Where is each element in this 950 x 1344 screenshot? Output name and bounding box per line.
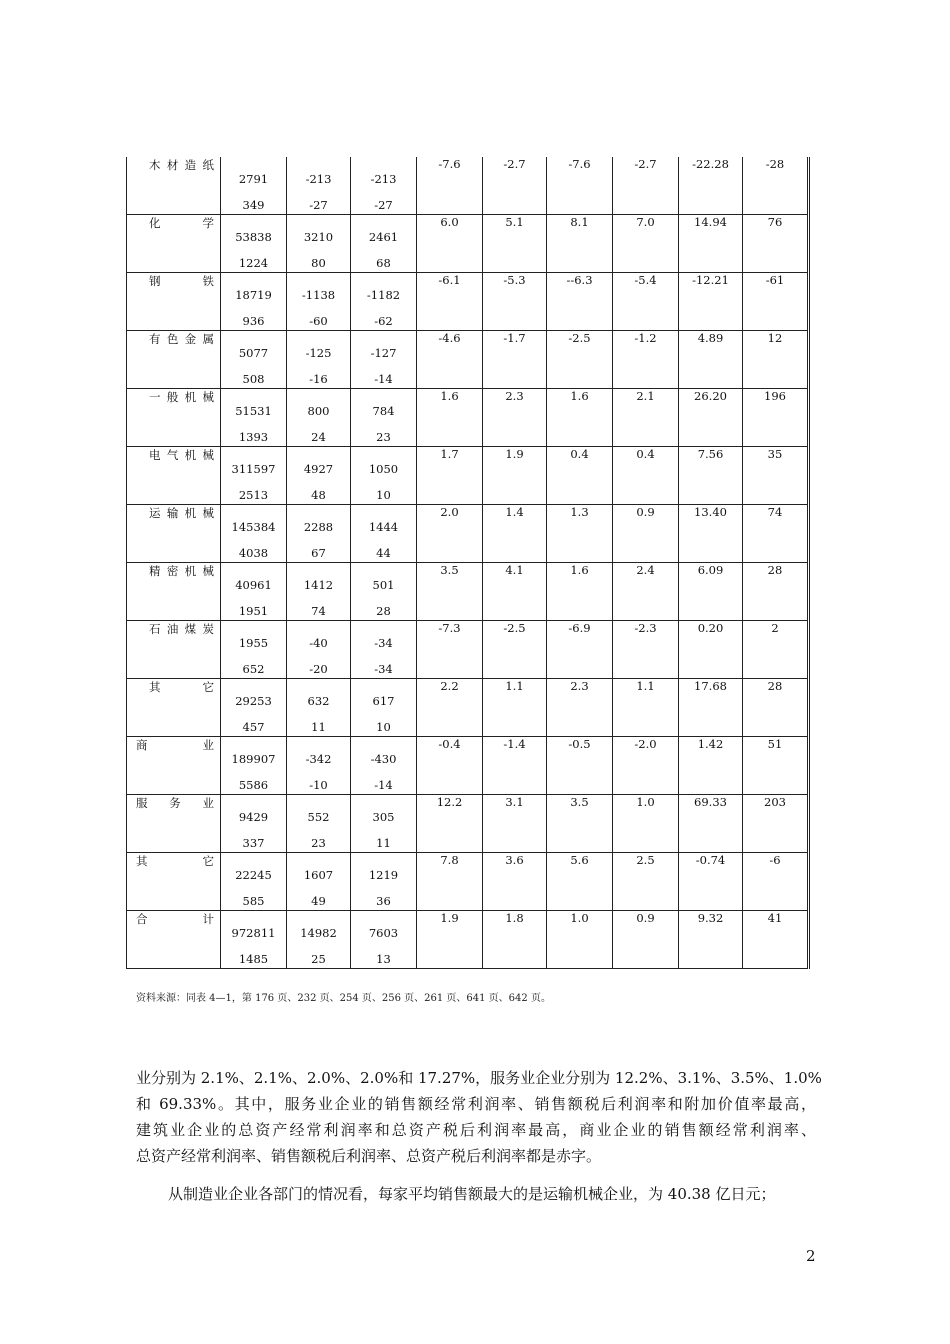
cell-value-bottom: -14 bbox=[374, 372, 393, 386]
table-row bbox=[127, 679, 809, 737]
table-cell: 76 bbox=[743, 215, 809, 273]
cell-value-top: -213 bbox=[305, 172, 332, 186]
table-cell: 1.9 bbox=[417, 911, 483, 969]
table-cell: 9.32 bbox=[679, 911, 743, 969]
cell-value-top: -342 bbox=[305, 752, 332, 766]
table-cell: 7.56 bbox=[679, 447, 743, 505]
table-cell: -2.0 bbox=[613, 737, 679, 795]
table-cell: -5.4 bbox=[613, 273, 679, 331]
cell-value-bottom: 652 bbox=[242, 662, 265, 676]
table-cell: -0.5 bbox=[547, 737, 613, 795]
row-label: 化学 bbox=[149, 216, 214, 230]
row-label-cell bbox=[127, 737, 221, 795]
cell-value-bottom: 28 bbox=[376, 604, 391, 618]
cell-value-top: -127 bbox=[370, 346, 397, 360]
row-label-cell bbox=[127, 563, 221, 621]
table-row bbox=[127, 157, 809, 215]
table-cell: 203 bbox=[743, 795, 809, 853]
table-row bbox=[127, 911, 809, 969]
row-label-cell bbox=[127, 795, 221, 853]
table-cell-two-value bbox=[287, 621, 351, 679]
table-cell: 1.6 bbox=[547, 563, 613, 621]
table-cell: 3.5 bbox=[417, 563, 483, 621]
table-cell-two-value bbox=[221, 853, 287, 911]
row-label-cell bbox=[127, 853, 221, 911]
table-cell-two-value bbox=[221, 157, 287, 215]
cell-value-top: 14982 bbox=[300, 926, 337, 940]
cell-value-bottom: 23 bbox=[311, 836, 326, 850]
table-cell: -61 bbox=[743, 273, 809, 331]
table-cell: 1.6 bbox=[417, 389, 483, 447]
cell-value-bottom: 936 bbox=[242, 314, 265, 328]
table-row bbox=[127, 505, 809, 563]
table-cell-two-value bbox=[287, 447, 351, 505]
table-cell: -7.3 bbox=[417, 621, 483, 679]
cell-value-top: -40 bbox=[309, 636, 328, 650]
cell-value-bottom: 2513 bbox=[238, 488, 269, 502]
row-label: 一般机械 bbox=[149, 390, 214, 404]
row-label-cell bbox=[127, 331, 221, 389]
cell-value-bottom: -20 bbox=[309, 662, 328, 676]
table-cell-two-value bbox=[287, 505, 351, 563]
table-cell-two-value bbox=[221, 621, 287, 679]
cell-value-top: 9429 bbox=[238, 810, 269, 824]
table-cell: -6 bbox=[743, 853, 809, 911]
table-cell: -2.7 bbox=[613, 157, 679, 215]
table-row bbox=[127, 389, 809, 447]
table-cell: 41 bbox=[743, 911, 809, 969]
table-row bbox=[127, 737, 809, 795]
table-cell: 196 bbox=[743, 389, 809, 447]
table-cell-two-value bbox=[287, 737, 351, 795]
table-cell: 3.1 bbox=[483, 795, 547, 853]
cell-value-top: 311597 bbox=[231, 462, 276, 476]
statistics-table bbox=[126, 157, 810, 969]
table-cell-two-value bbox=[351, 911, 417, 969]
table-cell: 7.8 bbox=[417, 853, 483, 911]
cell-value-bottom: -10 bbox=[309, 778, 328, 792]
cell-value-bottom: 457 bbox=[242, 720, 265, 734]
table-cell-two-value bbox=[351, 331, 417, 389]
table-cell: 6.09 bbox=[679, 563, 743, 621]
row-label: 其它 bbox=[149, 680, 214, 694]
row-label-cell bbox=[127, 505, 221, 563]
table-cell-two-value bbox=[221, 679, 287, 737]
row-label: 服务业 bbox=[136, 796, 214, 810]
table-cell-two-value bbox=[351, 621, 417, 679]
cell-value-bottom: 44 bbox=[376, 546, 391, 560]
table-cell: 17.68 bbox=[679, 679, 743, 737]
table-cell-two-value bbox=[221, 447, 287, 505]
table-cell: -5.3 bbox=[483, 273, 547, 331]
table-row bbox=[127, 273, 809, 331]
cell-value-bottom: 49 bbox=[311, 894, 326, 908]
table-cell-two-value bbox=[351, 679, 417, 737]
table-row bbox=[127, 447, 809, 505]
table-cell: 5.1 bbox=[483, 215, 547, 273]
table-row bbox=[127, 621, 809, 679]
table-cell-two-value bbox=[351, 795, 417, 853]
table-cell: -7.6 bbox=[547, 157, 613, 215]
cell-value-top: 632 bbox=[307, 694, 330, 708]
table-cell-two-value bbox=[351, 273, 417, 331]
table-cell: 0.20 bbox=[679, 621, 743, 679]
cell-value-bottom: 10 bbox=[376, 720, 391, 734]
cell-value-top: 1607 bbox=[303, 868, 334, 882]
cell-value-bottom: 4038 bbox=[238, 546, 269, 560]
cell-value-top: -1138 bbox=[301, 288, 336, 302]
table-cell-two-value bbox=[351, 215, 417, 273]
cell-value-bottom: 337 bbox=[242, 836, 265, 850]
cell-value-bottom: 11 bbox=[311, 720, 326, 734]
table-cell-two-value bbox=[287, 389, 351, 447]
cell-value-top: 2791 bbox=[238, 172, 269, 186]
cell-value-top: 40961 bbox=[235, 578, 272, 592]
cell-value-top: 617 bbox=[372, 694, 395, 708]
table-cell-two-value bbox=[351, 737, 417, 795]
table-cell: 1.1 bbox=[613, 679, 679, 737]
cell-value-bottom: 1224 bbox=[238, 256, 269, 270]
table-cell-two-value bbox=[221, 911, 287, 969]
cell-value-top: 18719 bbox=[235, 288, 272, 302]
table-cell: -4.6 bbox=[417, 331, 483, 389]
body-paragraph-1 bbox=[136, 1065, 822, 1169]
table-cell-two-value bbox=[351, 447, 417, 505]
table-cell: 69.33 bbox=[679, 795, 743, 853]
cell-value-top: -430 bbox=[370, 752, 397, 766]
paragraph-line: 总资产经常利润率、销售额税后利润率、总资产税后利润率都是赤字。 bbox=[136, 1147, 602, 1165]
table-cell: 6.0 bbox=[417, 215, 483, 273]
cell-value-top: 3210 bbox=[303, 230, 334, 244]
table-cell-two-value bbox=[221, 215, 287, 273]
table-cell: 1.3 bbox=[547, 505, 613, 563]
table-cell: 13.40 bbox=[679, 505, 743, 563]
cell-value-bottom: 68 bbox=[376, 256, 391, 270]
row-label: 电气机械 bbox=[149, 448, 214, 462]
cell-value-bottom: -60 bbox=[309, 314, 328, 328]
cell-value-top: -125 bbox=[305, 346, 332, 360]
row-label: 合计 bbox=[136, 912, 214, 926]
row-label-cell bbox=[127, 621, 221, 679]
table-cell: 0.9 bbox=[613, 505, 679, 563]
cell-value-bottom: -27 bbox=[374, 198, 393, 212]
cell-value-bottom: 11 bbox=[376, 836, 391, 850]
row-label: 商业 bbox=[136, 738, 214, 752]
table-cell-two-value bbox=[287, 563, 351, 621]
table-cell-two-value bbox=[287, 157, 351, 215]
cell-value-bottom: -14 bbox=[374, 778, 393, 792]
table-cell-two-value bbox=[351, 505, 417, 563]
table-cell: 5.6 bbox=[547, 853, 613, 911]
body-paragraph-2: 从制造业企业各部门的情况看，每家平均销售额最大的是运输机械企业，为 40.38 亿日元； bbox=[168, 1185, 776, 1203]
cell-value-top: 145384 bbox=[231, 520, 276, 534]
cell-value-bottom: 349 bbox=[242, 198, 265, 212]
cell-value-top: 305 bbox=[372, 810, 395, 824]
cell-value-top: 1412 bbox=[303, 578, 334, 592]
table-cell-two-value bbox=[221, 563, 287, 621]
table-cell: 1.9 bbox=[483, 447, 547, 505]
table-cell: -28 bbox=[743, 157, 809, 215]
table-cell-two-value bbox=[287, 331, 351, 389]
table-cell: 1.1 bbox=[483, 679, 547, 737]
table-cell-two-value bbox=[287, 795, 351, 853]
row-label: 运输机械 bbox=[149, 506, 214, 520]
cell-value-bottom: 24 bbox=[311, 430, 326, 444]
table-cell-two-value bbox=[287, 273, 351, 331]
cell-value-bottom: 67 bbox=[311, 546, 326, 560]
row-label: 钢铁 bbox=[149, 274, 214, 288]
table-cell: 2.0 bbox=[417, 505, 483, 563]
paragraph-line: 和 69.33%。其中，服务业企业的销售额经常利润率、销售额税后利润率和附加价值率最高， bbox=[136, 1095, 816, 1113]
page-number: 2 bbox=[806, 1247, 816, 1265]
table-cell: -0.4 bbox=[417, 737, 483, 795]
table-cell-two-value bbox=[221, 795, 287, 853]
cell-value-bottom: 48 bbox=[311, 488, 326, 502]
table-cell: -1.2 bbox=[613, 331, 679, 389]
table-cell: 2.5 bbox=[613, 853, 679, 911]
table-cell: -12.21 bbox=[679, 273, 743, 331]
table-cell: 2.2 bbox=[417, 679, 483, 737]
row-label-cell bbox=[127, 447, 221, 505]
row-label-cell bbox=[127, 215, 221, 273]
row-label-cell bbox=[127, 679, 221, 737]
row-label: 其它 bbox=[136, 854, 214, 868]
cell-value-top: -34 bbox=[374, 636, 393, 650]
table-cell: 2.3 bbox=[547, 679, 613, 737]
cell-value-bottom: 5586 bbox=[238, 778, 269, 792]
table-cell: 0.4 bbox=[613, 447, 679, 505]
cell-value-top: 1955 bbox=[238, 636, 269, 650]
cell-value-top: 7603 bbox=[368, 926, 399, 940]
table-cell: 4.1 bbox=[483, 563, 547, 621]
table-cell: 14.94 bbox=[679, 215, 743, 273]
paragraph-line: 业分别为 2.1%、2.1%、2.0%、2.0%和 17.27%，服务业企业分别为 12.2%、3.1%、3.5%、1.0% bbox=[136, 1069, 822, 1087]
table-cell: 28 bbox=[743, 679, 809, 737]
table-cell: 3.6 bbox=[483, 853, 547, 911]
cell-value-top: 2461 bbox=[368, 230, 399, 244]
table-cell-two-value bbox=[287, 679, 351, 737]
table-cell: 2.1 bbox=[613, 389, 679, 447]
cell-value-top: 552 bbox=[307, 810, 330, 824]
table-cell-two-value bbox=[351, 389, 417, 447]
cell-value-top: 1050 bbox=[368, 462, 399, 476]
cell-value-bottom: 585 bbox=[242, 894, 265, 908]
table-cell: -1.4 bbox=[483, 737, 547, 795]
cell-value-top: 29253 bbox=[235, 694, 272, 708]
cell-value-bottom: 23 bbox=[376, 430, 391, 444]
table-row bbox=[127, 215, 809, 273]
cell-value-top: 51531 bbox=[235, 404, 272, 418]
table-row bbox=[127, 563, 809, 621]
table-cell: -6.9 bbox=[547, 621, 613, 679]
table-cell: 12.2 bbox=[417, 795, 483, 853]
table-cell: -1.7 bbox=[483, 331, 547, 389]
table-cell-two-value bbox=[351, 157, 417, 215]
table-cell: 0.9 bbox=[613, 911, 679, 969]
table-cell: 2 bbox=[743, 621, 809, 679]
row-label-cell bbox=[127, 273, 221, 331]
table-cell-two-value bbox=[287, 911, 351, 969]
table-cell: -2.5 bbox=[483, 621, 547, 679]
row-label: 有色金属 bbox=[149, 332, 214, 346]
cell-value-bottom: 13 bbox=[376, 952, 391, 966]
table-cell: -2.3 bbox=[613, 621, 679, 679]
row-label-cell bbox=[127, 911, 221, 969]
cell-value-top: 1444 bbox=[368, 520, 399, 534]
table-cell: 1.0 bbox=[613, 795, 679, 853]
table-cell: 2.4 bbox=[613, 563, 679, 621]
table-cell: 1.42 bbox=[679, 737, 743, 795]
cell-value-top: 5077 bbox=[238, 346, 269, 360]
table-cell: 26.20 bbox=[679, 389, 743, 447]
table-cell: -7.6 bbox=[417, 157, 483, 215]
table-cell: 12 bbox=[743, 331, 809, 389]
table-cell: 74 bbox=[743, 505, 809, 563]
cell-value-bottom: 508 bbox=[242, 372, 265, 386]
table-row bbox=[127, 795, 809, 853]
cell-value-bottom: 36 bbox=[376, 894, 391, 908]
cell-value-bottom: -16 bbox=[309, 372, 328, 386]
cell-value-bottom: 1951 bbox=[238, 604, 269, 618]
table-cell: 1.6 bbox=[547, 389, 613, 447]
cell-value-top: -1182 bbox=[366, 288, 401, 302]
table-cell: 7.0 bbox=[613, 215, 679, 273]
source-note: 资料来源：同表 4—1，第 176 页、232 页、254 页、256 页、261 页、641 页、642 页。 bbox=[136, 993, 551, 1004]
table-cell-two-value bbox=[287, 215, 351, 273]
cell-value-top: 2288 bbox=[303, 520, 334, 534]
table-cell: 1.7 bbox=[417, 447, 483, 505]
cell-value-bottom: 80 bbox=[311, 256, 326, 270]
cell-value-bottom: 25 bbox=[311, 952, 326, 966]
table-cell: 0.4 bbox=[547, 447, 613, 505]
table-row bbox=[127, 331, 809, 389]
table-cell-two-value bbox=[351, 563, 417, 621]
table-cell: 3.5 bbox=[547, 795, 613, 853]
cell-value-top: 784 bbox=[372, 404, 395, 418]
table-cell-two-value bbox=[221, 389, 287, 447]
cell-value-bottom: -27 bbox=[309, 198, 328, 212]
cell-value-bottom: 1485 bbox=[238, 952, 269, 966]
paragraph-line: 建筑业企业的总资产经常利润率和总资产税后利润率最高，商业企业的销售额经常利润率、 bbox=[136, 1121, 816, 1139]
cell-value-top: 972811 bbox=[231, 926, 276, 940]
row-label-cell bbox=[127, 389, 221, 447]
table-cell: -6.1 bbox=[417, 273, 483, 331]
table-cell: 1.8 bbox=[483, 911, 547, 969]
table-cell: 35 bbox=[743, 447, 809, 505]
table-cell: 28 bbox=[743, 563, 809, 621]
table-cell: -22.28 bbox=[679, 157, 743, 215]
table-cell: 1.4 bbox=[483, 505, 547, 563]
cell-value-top: -213 bbox=[370, 172, 397, 186]
table-cell: 8.1 bbox=[547, 215, 613, 273]
table-cell: -2.7 bbox=[483, 157, 547, 215]
cell-value-top: 53838 bbox=[235, 230, 272, 244]
row-label: 精密机械 bbox=[149, 564, 214, 578]
cell-value-top: 501 bbox=[372, 578, 395, 592]
cell-value-top: 189907 bbox=[231, 752, 276, 766]
table-cell: 4.89 bbox=[679, 331, 743, 389]
row-label: 木材造纸 bbox=[149, 158, 214, 172]
table-cell: 2.3 bbox=[483, 389, 547, 447]
cell-value-bottom: -34 bbox=[374, 662, 393, 676]
table-cell: 51 bbox=[743, 737, 809, 795]
cell-value-bottom: -62 bbox=[374, 314, 393, 328]
cell-value-top: 22245 bbox=[235, 868, 272, 882]
table-cell-two-value bbox=[221, 273, 287, 331]
table-cell: --6.3 bbox=[547, 273, 613, 331]
table-cell-two-value bbox=[221, 505, 287, 563]
cell-value-bottom: 1393 bbox=[238, 430, 269, 444]
table-cell-two-value bbox=[351, 853, 417, 911]
table-row bbox=[127, 853, 809, 911]
cell-value-bottom: 10 bbox=[376, 488, 391, 502]
cell-value-top: 1219 bbox=[368, 868, 399, 882]
cell-value-top: 4927 bbox=[303, 462, 334, 476]
table-cell-two-value bbox=[221, 737, 287, 795]
table-cell-two-value bbox=[287, 853, 351, 911]
table-cell: -2.5 bbox=[547, 331, 613, 389]
table-cell: 1.0 bbox=[547, 911, 613, 969]
row-label: 石油煤炭 bbox=[149, 622, 214, 636]
cell-value-top: 800 bbox=[307, 404, 330, 418]
table-cell-two-value bbox=[221, 331, 287, 389]
row-label-cell bbox=[127, 157, 221, 215]
cell-value-bottom: 74 bbox=[311, 604, 326, 618]
table-cell: -0.74 bbox=[679, 853, 743, 911]
